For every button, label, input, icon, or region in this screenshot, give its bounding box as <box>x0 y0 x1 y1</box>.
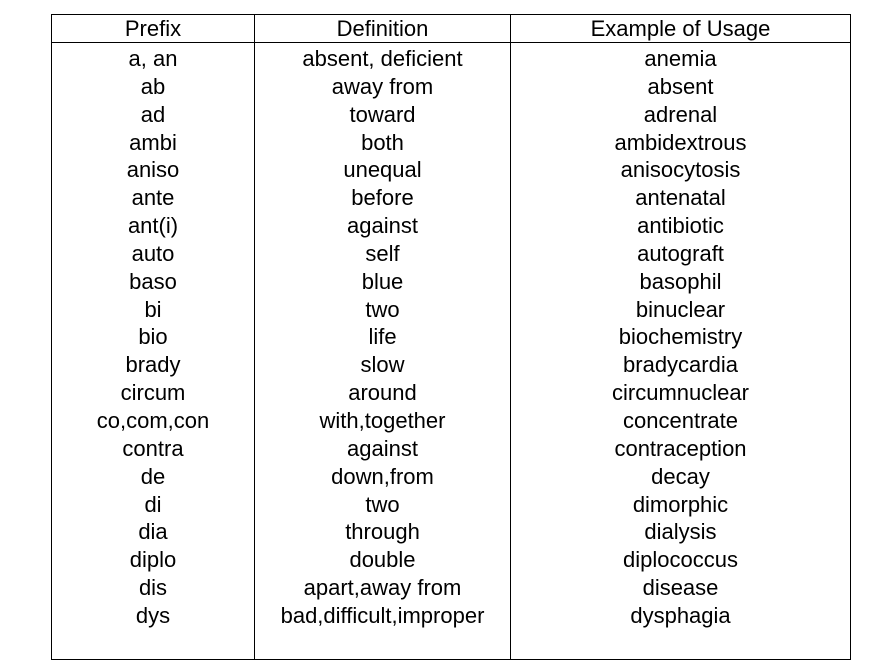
definition-cell: against <box>347 435 418 461</box>
example-cell: anemia <box>644 46 717 71</box>
definition-cell: apart,away from <box>303 575 462 601</box>
prefix-cell: bi <box>144 296 162 322</box>
prefix-cell: auto <box>131 240 175 266</box>
table-row <box>52 184 850 212</box>
table-row <box>52 212 850 240</box>
prefix-cell: ant(i) <box>127 213 179 239</box>
table-row <box>52 379 850 407</box>
prefix-cell: aniso <box>126 157 180 183</box>
example-cell: dimorphic <box>632 491 729 517</box>
table-row <box>52 574 850 602</box>
example-cell: circumnuclear <box>612 380 749 406</box>
prefix-cell: di <box>144 491 162 517</box>
prefix-cell: dys <box>135 602 171 628</box>
table-row <box>52 156 850 184</box>
prefix-cell: dis <box>138 575 168 601</box>
definition-cell: around <box>348 380 417 406</box>
table-row <box>52 129 850 157</box>
header-example: Example of Usage <box>590 16 771 41</box>
definition-cell: two <box>365 296 400 322</box>
example-cell: absent <box>647 73 714 99</box>
example-cell: dialysis <box>644 519 717 545</box>
prefix-cell: ad <box>140 101 166 127</box>
table-body <box>52 45 850 630</box>
table-row <box>52 323 850 351</box>
example-cell: dysphagia <box>630 602 731 628</box>
table-row <box>52 491 850 519</box>
prefix-cell: diplo <box>129 547 177 573</box>
definition-cell: absent, deficient <box>302 46 463 71</box>
definition-cell: unequal <box>343 157 422 183</box>
prefix-cell: ante <box>131 185 175 211</box>
example-cell: antenatal <box>635 185 726 211</box>
example-cell: ambidextrous <box>614 129 747 155</box>
header-prefix: Prefix <box>124 16 182 41</box>
definition-cell: self <box>365 240 400 266</box>
prefix-cell: ab <box>140 73 166 99</box>
definition-cell: two <box>365 491 400 517</box>
table-header-row <box>52 15 850 43</box>
example-cell: biochemistry <box>618 324 743 350</box>
definition-cell: blue <box>361 268 404 294</box>
prefix-cell: baso <box>129 268 177 294</box>
example-cell: anisocytosis <box>620 157 741 183</box>
example-cell: antibiotic <box>637 213 724 239</box>
table-row <box>52 296 850 324</box>
prefix-cell: dia <box>138 519 168 545</box>
prefix-table <box>51 14 851 660</box>
definition-cell: life <box>368 324 397 350</box>
definition-cell: toward <box>349 101 416 127</box>
example-cell: bradycardia <box>623 352 738 378</box>
prefix-cell: brady <box>125 352 181 378</box>
header-definition: Definition <box>336 16 429 41</box>
table-row <box>52 518 850 546</box>
definition-cell: against <box>347 213 418 239</box>
example-cell: adrenal <box>643 101 718 127</box>
prefix-cell: de <box>140 463 166 489</box>
prefix-cell: bio <box>138 324 168 350</box>
definition-cell: bad,difficult,improper <box>280 602 485 628</box>
definition-cell: away from <box>331 73 434 99</box>
table-row <box>52 546 850 574</box>
prefix-cell: circum <box>120 380 186 406</box>
definition-cell: double <box>349 547 416 573</box>
prefix-cell: a, an <box>128 46 178 71</box>
example-cell: disease <box>642 575 719 601</box>
definition-cell: both <box>361 129 404 155</box>
table-row <box>52 602 850 630</box>
example-cell: autograft <box>637 240 724 266</box>
table-row <box>52 435 850 463</box>
table-row <box>52 45 850 73</box>
definition-cell: through <box>345 519 420 545</box>
table-row <box>52 407 850 435</box>
table-row <box>52 351 850 379</box>
prefix-cell: co,com,con <box>96 407 210 433</box>
example-cell: decay <box>651 463 710 489</box>
prefix-cell: ambi <box>129 129 177 155</box>
prefix-cell: contra <box>122 435 184 461</box>
definition-cell: slow <box>360 352 405 378</box>
table-row <box>52 268 850 296</box>
example-cell: binuclear <box>635 296 726 322</box>
table-row <box>52 73 850 101</box>
table-row <box>52 463 850 491</box>
definition-cell: before <box>351 185 414 211</box>
example-cell: diplococcus <box>623 547 738 573</box>
definition-cell: with,together <box>319 407 446 433</box>
definition-cell: down,from <box>331 463 434 489</box>
example-cell: basophil <box>639 268 722 294</box>
table-row <box>52 240 850 268</box>
example-cell: concentrate <box>623 407 738 433</box>
example-cell: contraception <box>614 435 747 461</box>
table-row <box>52 101 850 129</box>
